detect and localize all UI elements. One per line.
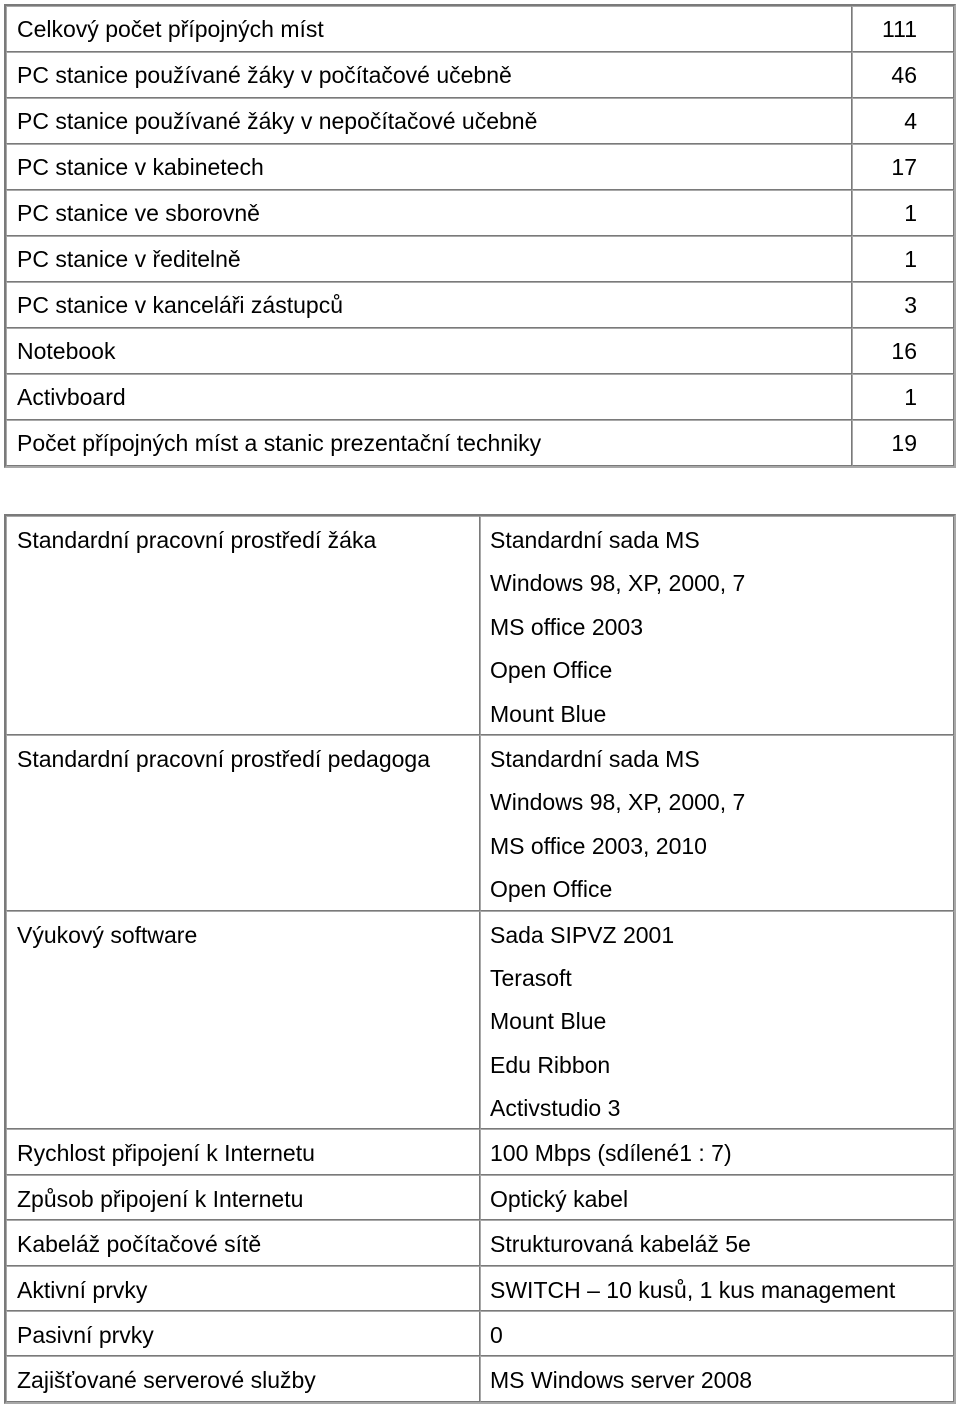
details-label-cell [6, 911, 480, 1130]
details-value-line: MS office 2003 [490, 613, 644, 640]
details-value-line: Activstudio 3 [490, 1095, 621, 1122]
details-value-line: Standardní sada MS [490, 745, 700, 772]
summary-value: 3 [904, 292, 917, 318]
details-label-cell [6, 1311, 480, 1356]
summary-value-cell [852, 6, 954, 52]
details-label: Pasivní prvky [17, 1322, 154, 1349]
details-value-line: Open Office [490, 876, 613, 903]
summary-row [6, 52, 954, 98]
details-value-line: Mount Blue [490, 700, 607, 727]
summary-value: 16 [891, 338, 917, 364]
summary-value-cell [852, 52, 954, 98]
details-value-line: MS office 2003, 2010 [490, 832, 707, 859]
details-label-cell [6, 1220, 480, 1265]
details-label-cell [6, 1266, 480, 1311]
details-value-line: Standardní sada MS [490, 527, 700, 553]
summary-row [6, 190, 954, 236]
summary-value-cell [852, 282, 954, 328]
details-row [6, 1266, 954, 1311]
summary-label: PC stanice v kanceláři zástupců [17, 292, 343, 318]
summary-row [6, 282, 954, 328]
details-value-cell [480, 1266, 954, 1311]
details-label-cell [6, 1175, 480, 1220]
summary-label-cell [6, 236, 852, 282]
summary-label: Activboard [17, 384, 126, 410]
details-table-body [6, 516, 954, 1402]
summary-label-cell [6, 420, 852, 466]
summary-value-cell [852, 144, 954, 190]
details-row [6, 911, 954, 1130]
summary-label: PC stanice používané žáky v nepočítačové učebně [17, 108, 538, 134]
summary-row [6, 328, 954, 374]
details-row [6, 735, 954, 911]
summary-value: 17 [891, 154, 917, 180]
details-row [6, 1311, 954, 1356]
summary-label-cell [6, 98, 852, 144]
summary-value-cell [852, 374, 954, 420]
details-row [6, 1129, 954, 1174]
summary-label: Notebook [17, 338, 116, 364]
details-value-cell [480, 911, 954, 1130]
details-label: Rychlost připojení k Internetu [17, 1140, 315, 1167]
details-row [6, 1356, 954, 1401]
summary-label-cell [6, 282, 852, 328]
summary-row [6, 236, 954, 282]
details-value-line: SWITCH – 10 kusů, 1 kus management [490, 1276, 896, 1303]
details-value-cell [480, 735, 954, 911]
details-value-cell [480, 1356, 954, 1401]
summary-value: 1 [904, 200, 917, 226]
details-label-cell [6, 1356, 480, 1401]
summary-label-cell [6, 144, 852, 190]
summary-value-cell [852, 420, 954, 466]
summary-row [6, 98, 954, 144]
details-label-cell [6, 735, 480, 911]
details-label: Výukový software [17, 921, 198, 948]
details-value-line: Windows 98, XP, 2000, 7 [490, 789, 746, 816]
summary-value-cell [852, 328, 954, 374]
summary-table [4, 4, 956, 468]
summary-value: 1 [904, 384, 917, 410]
details-value-line: Strukturovaná kabeláž 5e [490, 1231, 751, 1258]
summary-value: 1 [904, 246, 917, 272]
summary-table-body [6, 6, 954, 466]
details-value-cell [480, 516, 954, 735]
summary-label-cell [6, 190, 852, 236]
summary-row [6, 144, 954, 190]
summary-label: PC stanice ve sborovně [17, 200, 260, 226]
summary-label: PC stanice v kabinetech [17, 154, 264, 180]
details-value-line: Terasoft [490, 964, 572, 991]
summary-value: 19 [891, 430, 917, 456]
details-value-cell [480, 1175, 954, 1220]
summary-label: Počet přípojných míst a stanic prezentační techniky [17, 430, 542, 456]
details-label: Standardní pracovní prostředí žáka [17, 527, 377, 553]
summary-row [6, 374, 954, 420]
summary-row [6, 6, 954, 52]
details-label-cell [6, 516, 480, 735]
details-value-line: Open Office [490, 657, 613, 684]
summary-value: 4 [904, 108, 917, 134]
summary-label-cell [6, 6, 852, 52]
details-value-line: Edu Ribbon [490, 1051, 611, 1078]
summary-label: PC stanice používané žáky v počítačové učebně [17, 62, 512, 88]
details-label: Aktivní prvky [17, 1276, 148, 1303]
details-value-line: MS Windows server 2008 [490, 1367, 753, 1394]
summary-label: PC stanice v ředitelně [17, 246, 241, 272]
details-label: Způsob připojení k Internetu [17, 1185, 304, 1212]
details-value-line: 0 [490, 1322, 503, 1349]
details-table [4, 514, 956, 1404]
summary-value: 111 [882, 16, 917, 42]
details-value-line: Mount Blue [490, 1008, 607, 1035]
summary-label-cell [6, 328, 852, 374]
details-label: Kabeláž počítačové sítě [17, 1231, 262, 1258]
details-value-cell [480, 1129, 954, 1174]
summary-value: 46 [891, 62, 917, 88]
details-label-cell [6, 1129, 480, 1174]
details-value-line: Windows 98, XP, 2000, 7 [490, 570, 746, 597]
summary-value-cell [852, 190, 954, 236]
details-label: Zajišťované serverové služby [17, 1367, 316, 1394]
details-row [6, 1220, 954, 1265]
summary-label-cell [6, 52, 852, 98]
summary-value-cell [852, 98, 954, 144]
details-label: Standardní pracovní prostředí pedagoga [17, 745, 431, 772]
summary-row [6, 420, 954, 466]
details-value-cell [480, 1220, 954, 1265]
summary-value-cell [852, 236, 954, 282]
details-value-cell [480, 1311, 954, 1356]
details-row [6, 1175, 954, 1220]
details-value-line: Sada SIPVZ 2001 [490, 921, 675, 948]
details-value-line: 100 Mbps (sdílené1 : 7) [490, 1140, 732, 1167]
summary-label: Celkový počet přípojných míst [17, 16, 324, 42]
summary-label-cell [6, 374, 852, 420]
details-row [6, 516, 954, 735]
details-value-line: Optický kabel [490, 1185, 629, 1212]
